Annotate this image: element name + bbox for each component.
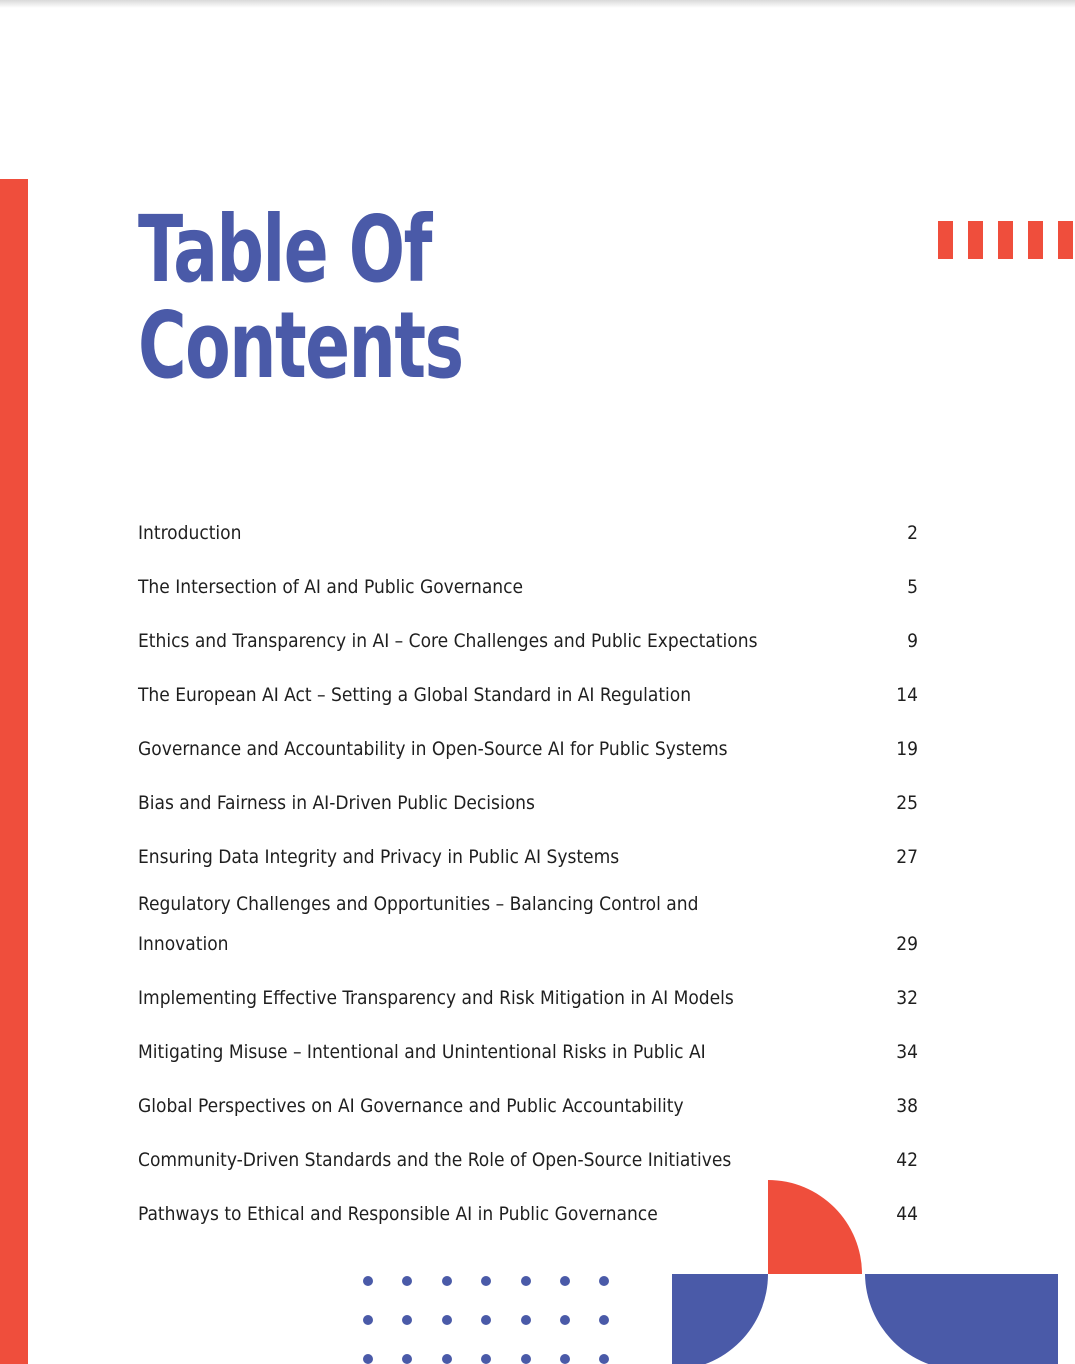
- dot: [481, 1315, 491, 1325]
- toc-entry-title: Mitigating Misuse – Intentional and Unintentional Risks in Public AI: [138, 1041, 706, 1063]
- dot: [481, 1354, 491, 1364]
- left-accent-bar: [0, 179, 28, 1364]
- toc-entry[interactable]: [138, 557, 918, 611]
- red-quarter-circle: [768, 1180, 862, 1274]
- page-title-line-1: Table Of: [138, 196, 432, 303]
- stripe: [968, 221, 983, 259]
- dot: [442, 1354, 452, 1364]
- dot: [599, 1354, 609, 1364]
- stripe: [938, 221, 953, 259]
- toc-entry[interactable]: [138, 665, 918, 719]
- dot: [560, 1315, 570, 1325]
- dot: [599, 1276, 609, 1286]
- dot: [521, 1276, 531, 1286]
- page-title-line-2: Contents: [138, 292, 463, 399]
- dot: [599, 1315, 609, 1325]
- toc-entry[interactable]: [138, 1022, 918, 1076]
- dot: [442, 1315, 452, 1325]
- dot-grid-decoration: [363, 1276, 613, 1364]
- dot: [363, 1276, 373, 1286]
- toc-entry-title: The European AI Act – Setting a Global Standard in AI Regulation: [138, 684, 692, 706]
- stripe: [1028, 221, 1043, 259]
- toc-entry-page: 9: [907, 630, 918, 652]
- toc-entry-title: Implementing Effective Transparency and Risk Mitigation in AI Models: [138, 987, 734, 1009]
- toc-entry-title: Ethics and Transparency in AI – Core Challenges and Public Expectations: [138, 630, 758, 652]
- toc-entry-title: Global Perspectives on AI Governance and Public Accountability: [138, 1095, 684, 1117]
- dot: [560, 1354, 570, 1364]
- toc-entry[interactable]: [138, 968, 918, 1022]
- toc-entry-title: Introduction: [138, 522, 242, 544]
- toc-entry[interactable]: [138, 1076, 918, 1130]
- toc-entry-page: 32: [896, 987, 918, 1009]
- dot: [521, 1354, 531, 1364]
- toc-entry-title: Community-Driven Standards and the Role of Open-Source Initiatives: [138, 1149, 732, 1171]
- dot: [481, 1276, 491, 1286]
- toc-entry-title: Bias and Fairness in AI-Driven Public Decisions: [138, 792, 535, 814]
- toc-entry[interactable]: [138, 719, 918, 773]
- toc-entry-title: Governance and Accountability in Open-Source AI for Public Systems: [138, 738, 728, 760]
- toc-entry-title: The Intersection of AI and Public Governance: [138, 576, 524, 598]
- dot: [363, 1315, 373, 1325]
- toc-entry[interactable]: [138, 827, 918, 881]
- toc-entry-page: 38: [896, 1095, 918, 1117]
- toc-entry-title: Ensuring Data Integrity and Privacy in Public AI Systems: [138, 846, 620, 868]
- dot: [402, 1354, 412, 1364]
- dot: [402, 1276, 412, 1286]
- toc-entry-page: 27: [896, 846, 918, 868]
- toc-entry-page: 25: [896, 792, 918, 814]
- toc-entry[interactable]: [138, 611, 918, 665]
- toc-entry-title: Regulatory Challenges and Opportunities – Balancing Control and Innovation: [138, 893, 699, 955]
- blue-shape-left: [672, 1274, 768, 1364]
- page-top-shadow: [0, 0, 1075, 8]
- toc-entry-page: 5: [907, 576, 918, 598]
- toc-entry-page: 44: [896, 1203, 918, 1225]
- toc-entry-page: 42: [896, 1149, 918, 1171]
- stripe-decoration: [938, 221, 1075, 259]
- toc-entry-title: Pathways to Ethical and Responsible AI in Public Governance: [138, 1203, 658, 1225]
- dot: [402, 1315, 412, 1325]
- toc-entry-page: 2: [907, 522, 918, 544]
- toc-entry[interactable]: [138, 1130, 918, 1184]
- toc-entry-page: 14: [896, 684, 918, 706]
- toc-entry-page: 29: [896, 933, 918, 955]
- dot: [521, 1315, 531, 1325]
- stripe: [998, 221, 1013, 259]
- toc-entry-page: 34: [896, 1041, 918, 1063]
- page-title: [138, 196, 463, 399]
- toc-entry[interactable]: [138, 773, 918, 827]
- stripe: [1058, 221, 1073, 259]
- toc-entry-page: 19: [896, 738, 918, 760]
- blue-shape-right: [865, 1274, 1058, 1364]
- geometric-shapes-decoration: [672, 1180, 1075, 1364]
- toc-entry[interactable]: [138, 881, 918, 968]
- toc-entry[interactable]: [138, 503, 918, 557]
- dot: [442, 1276, 452, 1286]
- dot: [363, 1354, 373, 1364]
- dot: [560, 1276, 570, 1286]
- table-of-contents: [138, 503, 918, 1238]
